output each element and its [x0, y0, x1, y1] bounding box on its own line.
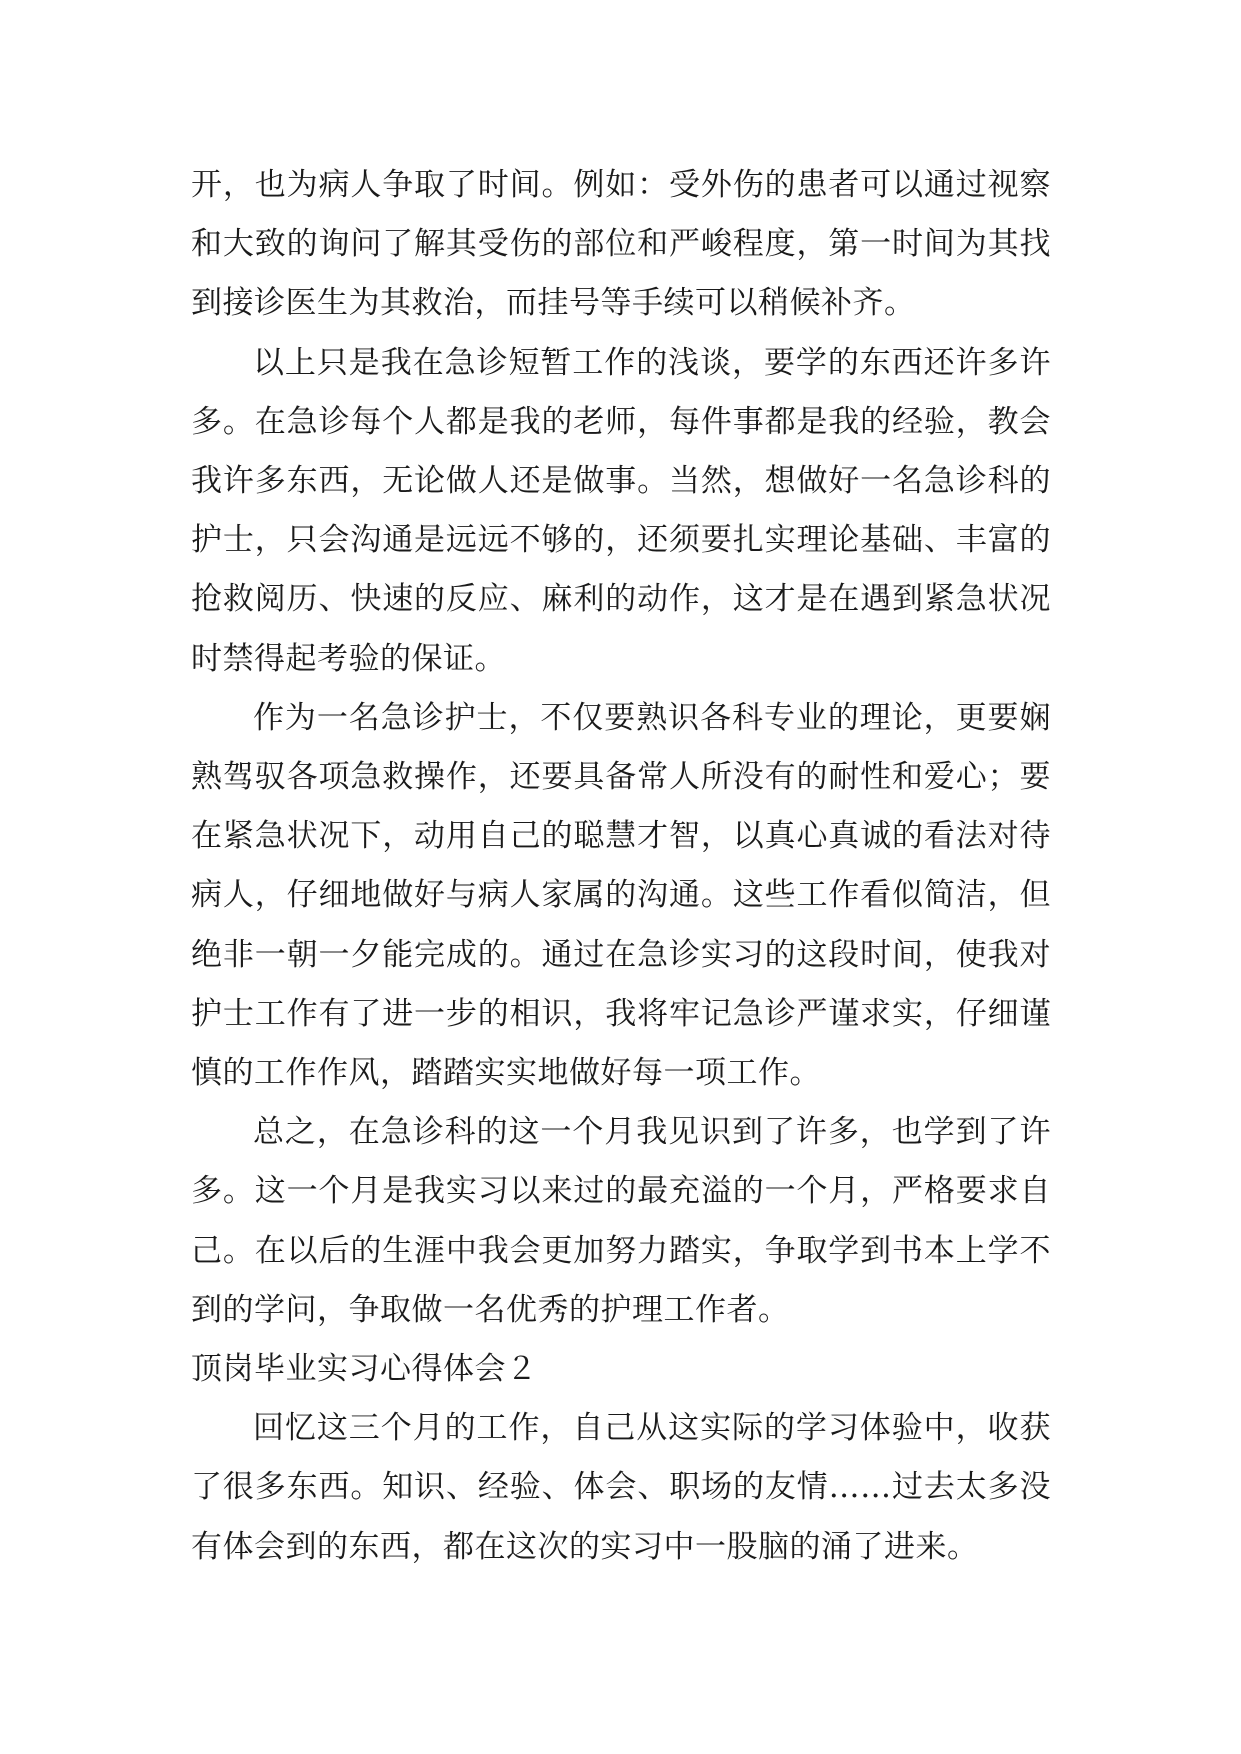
document-body [191, 156, 1051, 1577]
paragraph-continued: 开，也为病人争取了时间。例如：受外伤的患者可以通过视察和大致的询问了解其受伤的部位和严峻程度，第一时间为其找到接诊医生为其救治，而挂号等手续可以稍候补齐。 [191, 167, 1051, 322]
paragraph: 总之，在急诊科的这一个月我见识到了许多，也学到了许多。这一个月是我实习以来过的最充溢的一个月，严格要求自己。在以后的生涯中我会更加努力踏实，争取学到书本上学不到的学问，争取做一名优秀的护理工作者。 [191, 1114, 1051, 1328]
paragraph: 回忆这三个月的工作，自己从这实际的学习体验中，收获了很多东西。知识、经验、体会、职场的友情……过去太多没有体会到的东西，都在这次的实习中一股脑的涌了进来。 [191, 1410, 1051, 1565]
section-title: 顶岗毕业实习心得体会２ [191, 1351, 538, 1388]
paragraph: 作为一名急诊护士，不仅要熟识各科专业的理论，更要娴熟驾驭各项急救操作，还要具备常人所没有的耐性和爱心；要在紧急状况下，动用自己的聪慧才智，以真心真诚的看法对待病人，仔细地做好与病人家属的沟通。这些工作看似简洁，但绝非一朝一夕能完成的。通过在急诊实习的这段时间，使我对护士工作有了进一步的相识，我将牢记急诊严谨求实，仔细谨慎的工作作风，踏踏实实地做好每一项工作。 [191, 699, 1051, 1092]
paragraph: 以上只是我在急诊短暂工作的浅谈，要学的东西还许多许多。在急诊每个人都是我的老师，每件事都是我的经验，教会我许多东西，无论做人还是做事。当然，想做好一名急诊科的护士，只会沟通是远远不够的，还须要扎实理论基础、丰富的抢救阅历、快速的反应、麻利的动作，这才是在遇到紧急状况时禁得起考验的保证。 [191, 344, 1051, 677]
